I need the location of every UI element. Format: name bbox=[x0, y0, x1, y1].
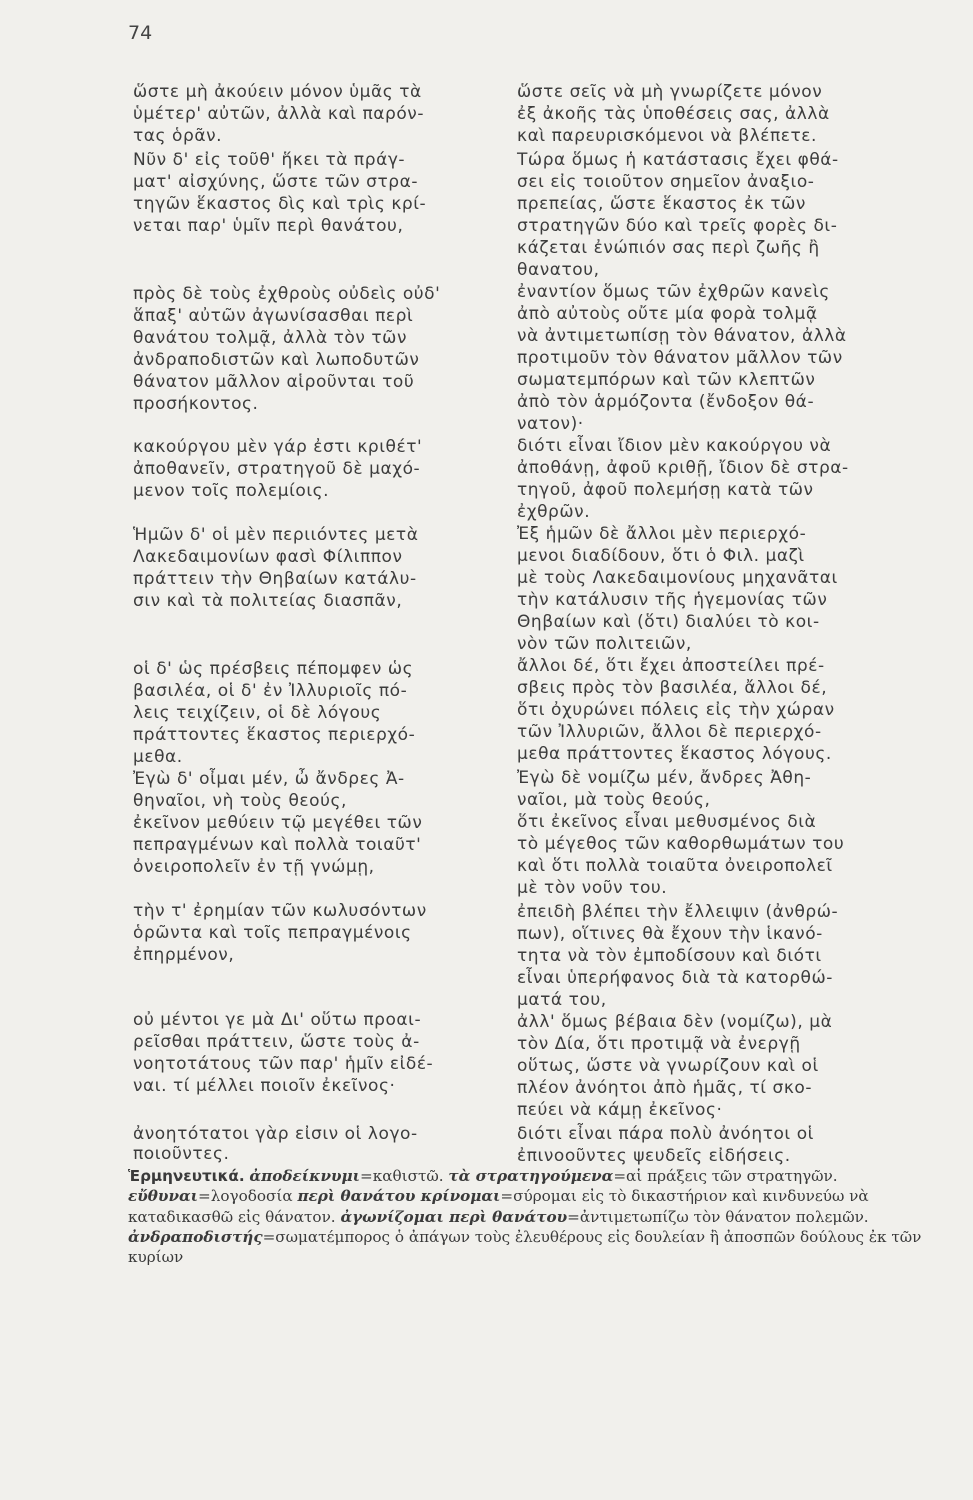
note-term: ἀνδραποδιστής bbox=[128, 1227, 263, 1246]
note-gloss: =καθιστῶ. bbox=[360, 1167, 444, 1185]
translation-text-line: πων), οἵτινες θὰ ἔχουν τὴν ἱκανό- bbox=[517, 924, 823, 944]
note-term: ἀγωνίζομαι περὶ θανάτου bbox=[340, 1207, 568, 1226]
note-line bbox=[128, 1166, 928, 1186]
translation-text-line: ἀλλ' ὅμως βέβαια δὲν (νομίζω), μὰ bbox=[517, 1012, 833, 1032]
translation-text-line: ἐχθρῶν. bbox=[517, 502, 591, 522]
footnotes bbox=[128, 1166, 928, 1267]
greek-text-line: ναι. τί μέλλει ποιοῖν ἐκεῖνος· bbox=[133, 1076, 396, 1096]
translation-text-line: οὕτως, ὥστε νὰ γνωρίζουν καὶ οἱ bbox=[517, 1056, 819, 1076]
greek-text-line: ἐπηρμένον, bbox=[133, 945, 235, 965]
greek-text-line: μεθα. bbox=[133, 747, 183, 767]
translation-text-line: ἐναντίον ὅμως τῶν ἐχθρῶν κανεὶς bbox=[517, 282, 830, 302]
note-term: εὔθυναι bbox=[128, 1187, 199, 1206]
translation-text-line: νατον)· bbox=[517, 414, 584, 434]
translation-text-line: εἶναι ὑπερήφανος διὰ τὰ κατορθώ- bbox=[517, 968, 833, 988]
note-gloss: =σωματέμπορος ὁ ἀπάγων τοὺς ἐλευθέρους εἰς δουλείαν ἢ ἀποσπῶν δούλους ἐκ τῶν κυρίων bbox=[128, 1227, 922, 1267]
greek-text-line: θάνατον μᾶλλον αἱροῦνται τοῦ bbox=[133, 372, 415, 392]
greek-text-line: οὐ μέντοι γε μὰ Δι' οὕτω προαι- bbox=[133, 1010, 422, 1030]
translation-text-line: σει εἰς τοιοῦτον σημεῖον ἀναξιο- bbox=[517, 172, 815, 192]
translation-text-line: πεύει νὰ κάμῃ ἐκεῖνος· bbox=[517, 1100, 723, 1120]
translation-text-line: διότι εἶναι ἴδιον μὲν κακούργου νὰ bbox=[517, 436, 832, 456]
translation-text-line: ὥστε σεῖς νὰ μὴ γνωρίζετε μόνον bbox=[517, 82, 823, 102]
translation-text-line: σβεις πρὸς τὸν βασιλέα, ἄλλοι δέ, bbox=[517, 678, 828, 698]
translation-text-line: ναῖοι, μὰ τοὺς θεούς, bbox=[517, 790, 711, 810]
translation-text-line: μὲ τοὺς Λακεδαιμονίους μηχανᾶται bbox=[517, 568, 838, 588]
greek-text-line: ποιοῦντες. bbox=[133, 1144, 230, 1164]
greek-text-line: ἀποθανεῖν, στρατηγοῦ δὲ μαχό- bbox=[133, 459, 421, 479]
greek-text-line: πρὸς δὲ τοὺς ἐχθροὺς οὐδεὶς οὐδ' bbox=[133, 284, 441, 304]
note-term: τὰ στρατηγούμενα bbox=[448, 1167, 614, 1185]
greek-text-line: ρεῖσθαι πράττειν, ὥστε τοὺς ἀ- bbox=[133, 1032, 420, 1052]
greek-text-line: Νῦν δ' εἰς τοῦθ' ἥκει τὰ πράγ- bbox=[133, 150, 406, 170]
greek-text-line: πράττειν τὴν Θηβαίων κατάλυ- bbox=[133, 569, 417, 589]
translation-text-line: μενοι διαδίδουν, ὅτι ὁ Φιλ. μαζὶ bbox=[517, 546, 805, 566]
greek-text-line: πεπραγμένων καὶ πολλὰ τοιαῦτ' bbox=[133, 835, 422, 855]
translation-text-line: ἀπὸ τὸν ἁρμόζοντα (ἔνδοξον θά- bbox=[517, 392, 815, 412]
translation-text-line: κάζεται ἐνώπιόν σας περὶ ζωῆς ἢ bbox=[517, 238, 820, 258]
greek-text-line: τηγῶν ἕκαστος δὶς καὶ τρὶς κρί- bbox=[133, 194, 427, 214]
greek-text-line: ἐκεῖνον μεθύειν τῷ μεγέθει τῶν bbox=[133, 813, 423, 833]
translation-text-line: ὅτι ὀχυρώνει πόλεις εἰς τὴν χώραν bbox=[517, 700, 835, 720]
translation-text-line: Ἐγὼ δὲ νομίζω μέν, ἄνδρες Ἀθη- bbox=[517, 768, 812, 788]
greek-text-line: ἅπαξ' αὐτῶν ἀγωνίσασθαι περὶ bbox=[133, 306, 414, 326]
note-line bbox=[128, 1187, 921, 1266]
greek-text-line: τὴν τ' ἐρημίαν τῶν κωλυσόντων bbox=[133, 901, 427, 921]
translation-text-line: Ἐξ ἡμῶν δὲ ἄλλοι μὲν περιερχό- bbox=[517, 524, 807, 544]
translation-text-line: μὲ τὸν νοῦν του. bbox=[517, 878, 668, 898]
greek-text-line: σιν καὶ τὰ πολιτείας διασπᾶν, bbox=[133, 591, 403, 611]
translation-text-line: μεθα πράττοντες ἕκαστος λόγους. bbox=[517, 744, 832, 764]
translation-text-line: τηγοῦ, ἀφοῦ πολεμήσῃ κατὰ τῶν bbox=[517, 480, 814, 500]
translation-text-line: τητα νὰ τὸν ἐμποδίσουν καὶ διότι bbox=[517, 946, 822, 966]
translation-text-line: σωματεμπόρων καὶ τῶν κλεπτῶν bbox=[517, 370, 816, 390]
translation-text-line: τῶν Ἰλλυριῶν, ἄλλοι δὲ περιερχό- bbox=[517, 722, 822, 742]
translation-text-line: τὴν κατάλυσιν τῆς ἡγεμονίας τῶν bbox=[517, 590, 828, 610]
greek-text-line: ὁρῶντα καὶ τοῖς πεπραγμένοις bbox=[133, 923, 412, 943]
page-number: 74 bbox=[128, 22, 153, 44]
translation-text-line: ἄλλοι δέ, ὅτι ἔχει ἀποστείλει πρέ- bbox=[517, 656, 825, 676]
translation-text-line: νὰ ἀντιμετωπίσῃ τὸν θάνατον, ἀλλὰ bbox=[517, 326, 847, 346]
translation-text-line: ὅτι ἐκεῖνος εἶναι μεθυσμένος διὰ bbox=[517, 812, 817, 832]
translation-text-line: ματά του, bbox=[517, 990, 607, 1010]
translation-text-line: καὶ παρευρισκόμενοι νὰ βλέπετε. bbox=[517, 126, 817, 146]
greek-text-line: οἱ δ' ὡς πρέσβεις πέπομφεν ὡς bbox=[133, 659, 414, 679]
greek-text-line: ἀνοητότατοι γὰρ εἰσιν οἱ λογο- bbox=[133, 1124, 418, 1144]
greek-text-line: νεται παρ' ὑμῖν περὶ θανάτου, bbox=[133, 216, 404, 236]
translation-text-line: ἐξ ἀκοῆς τὰς ὑποθέσεις σας, ἀλλὰ bbox=[517, 104, 830, 124]
greek-text-line: προσήκοντος. bbox=[133, 394, 259, 414]
greek-text-line: κακούργου μὲν γάρ ἐστι κριθέτ' bbox=[133, 437, 423, 457]
translation-text-line: ἀποθάνῃ, ἀφοῦ κριθῇ, ἴδιον δὲ στρα- bbox=[517, 458, 849, 478]
translation-text-line: καὶ ὅτι πολλὰ τοιαῦτα ὀνειροπολεῖ bbox=[517, 856, 833, 876]
notes-heading: Ἑρμηνευτικά. bbox=[128, 1167, 245, 1185]
translation-text-line: ἀπὸ αὐτοὺς οὔτε μία φορὰ τολμᾷ bbox=[517, 304, 818, 324]
note-gloss: =ἀντιμετωπίζω τὸν θάνατον πολεμῶν. bbox=[567, 1207, 869, 1226]
greek-text-line: Λακεδαιμονίων φασὶ Φίλιππον bbox=[133, 547, 403, 567]
greek-text-line: ἀνδραποδιστῶν καὶ λωποδυτῶν bbox=[133, 350, 420, 370]
greek-text-line: μενον τοῖς πολεμίοις. bbox=[133, 481, 330, 501]
translation-text-line: διότι εἶναι πάρα πολὺ ἀνόητοι οἱ bbox=[517, 1124, 814, 1144]
greek-text-line: πράττοντες ἕκαστος περιερχό- bbox=[133, 725, 416, 745]
translation-text-line: Τώρα ὅμως ἡ κατάστασις ἔχει φθά- bbox=[517, 150, 839, 170]
greek-text-line: νοητοτάτους τῶν παρ' ἡμῖν εἰδέ- bbox=[133, 1054, 434, 1074]
note-term: ἀποδείκνυμι bbox=[249, 1167, 360, 1185]
translation-text-line: τὸ μέγεθος τῶν καθορθωμάτων του bbox=[517, 834, 845, 854]
greek-text-line: ὀνειροπολεῖν ἐν τῇ γνώμῃ, bbox=[133, 857, 375, 877]
greek-text-line: τας ὁρᾶν. bbox=[133, 126, 223, 146]
greek-text-line: ματ' αἰσχύνης, ὥστε τῶν στρα- bbox=[133, 172, 419, 192]
note-gloss: =αἱ πράξεις τῶν στρατηγῶν. bbox=[613, 1167, 838, 1185]
translation-text-line: ἐπινοοῦντες ψευδεῖς εἰδήσεις. bbox=[517, 1146, 791, 1166]
greek-text-line: βασιλέα, οἱ δ' ἐν Ἰλλυριοῖς πό- bbox=[133, 681, 408, 701]
translation-text-line: πλέον ἀνόητοι ἀπὸ ἡμᾶς, τί σκο- bbox=[517, 1078, 813, 1098]
translation-text-line: προτιμοῦν τὸν θάνατον μᾶλλον τῶν bbox=[517, 348, 843, 368]
translation-text-line: τὸν Δία, ὅτι προτιμᾷ νὰ ἐνεργῇ bbox=[517, 1034, 801, 1054]
greek-text-line: Ἡμῶν δ' οἱ μὲν περιιόντες μετὰ bbox=[133, 525, 419, 545]
note-gloss: =σύρομαι εἰς τὸ δικαστήριον καὶ κινδυνεύω νὰ καταδικασθῶ εἰς θάνατον. bbox=[128, 1187, 869, 1226]
translation-text-line: στρατηγῶν δύο καὶ τρεῖς φορὲς δι- bbox=[517, 216, 838, 236]
translation-text-line: θανατου, bbox=[517, 260, 600, 280]
note-term: περὶ θανάτου κρίνομαι bbox=[297, 1187, 501, 1206]
note-gloss: =λογοδοσία bbox=[198, 1187, 293, 1206]
translation-text-line: πρεπείας, ὥστε ἕκαστος ἐκ τῶν bbox=[517, 194, 806, 214]
greek-text-line: θηναῖοι, νὴ τοὺς θεούς, bbox=[133, 791, 347, 811]
greek-text-line: ὑμέτερ' αὐτῶν, ἀλλὰ καὶ παρόν- bbox=[133, 104, 425, 124]
translation-text-line: ἐπειδὴ βλέπει τὴν ἔλλειψιν (ἀνθρώ- bbox=[517, 902, 839, 922]
greek-text-line: λεις τειχίζειν, οἱ δὲ λόγους bbox=[133, 703, 382, 723]
greek-text-line: ὥστε μὴ ἀκούειν μόνον ὑμᾶς τὰ bbox=[133, 82, 422, 102]
translation-text-line: νὸν τῶν πολιτειῶν, bbox=[517, 634, 692, 654]
greek-text-line: θανάτου τολμᾷ, ἀλλὰ τὸν τῶν bbox=[133, 328, 408, 348]
translation-text-line: Θηβαίων καὶ (ὅτι) διαλύει τὸ κοι- bbox=[517, 612, 820, 632]
greek-text-line: Ἐγὼ δ' οἶμαι μέν, ὦ ἄνδρες Ἀ- bbox=[133, 769, 405, 789]
